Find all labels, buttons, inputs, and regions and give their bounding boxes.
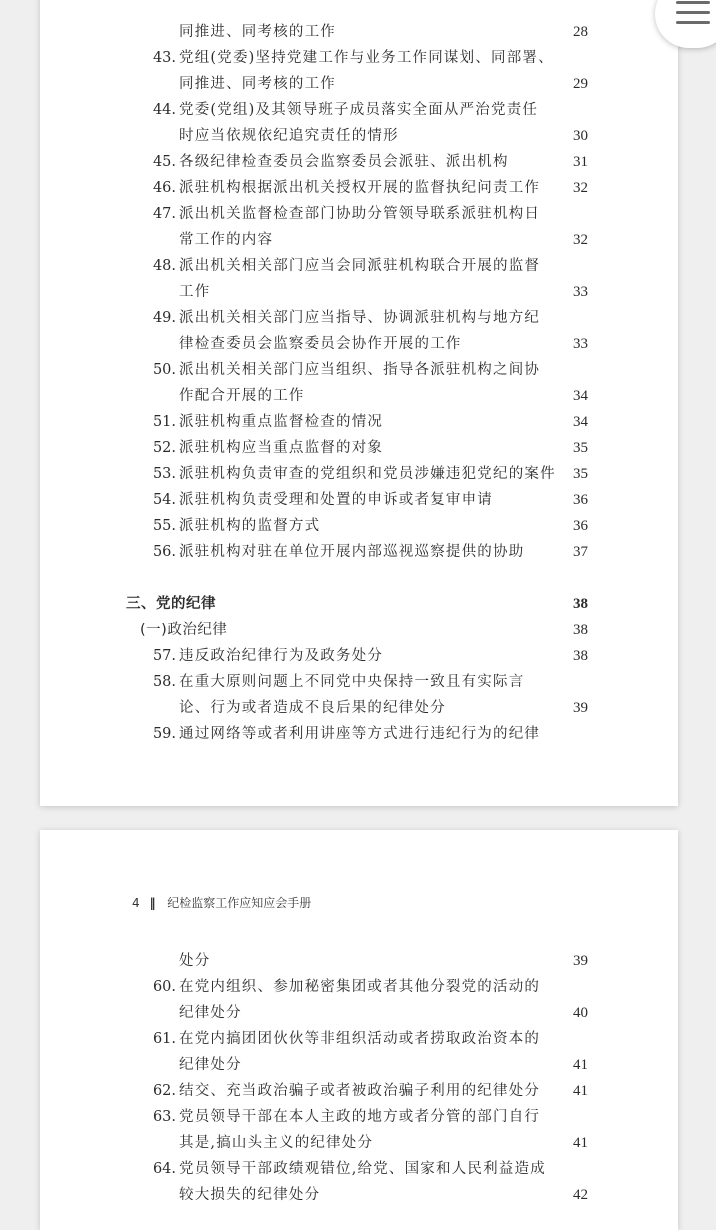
toc-page-number: 39 <box>573 700 588 716</box>
toc-page-number: 31 <box>573 154 588 170</box>
toc-line <box>40 279 678 305</box>
toc-entry-text: 派驻机构根据派出机关授权开展的监督执纪问责工作 <box>179 180 541 196</box>
running-head <box>132 894 311 911</box>
toc-line <box>40 331 678 357</box>
toc-entry-text: 各级纪律检查委员会监察委员会派驻、派出机构 <box>179 154 509 170</box>
toc-entry-text: 纪律处分 <box>179 1057 242 1073</box>
toc-entry-text: 常工作的内容 <box>179 232 274 248</box>
subsection-title: (一)政治纪律 <box>140 622 228 638</box>
toc-line <box>40 695 678 721</box>
toc-entry-number: 43. <box>152 50 176 66</box>
running-head-page-number: 4 <box>132 896 140 910</box>
toc-entry-text: 派出机关相关部门应当会同派驻机构联合开展的监督 <box>179 258 541 274</box>
toc-page-number: 30 <box>573 128 588 144</box>
toc-entry-number: 58. <box>152 674 176 690</box>
toc-entry-text: 较大损失的纪律处分 <box>179 1187 321 1203</box>
toc-line <box>40 974 678 1000</box>
toc-page-2 <box>40 830 678 1230</box>
toc-line <box>40 149 678 175</box>
toc-page-number: 42 <box>573 1187 588 1203</box>
toc-entry-text: 派驻机构负责受理和处置的申诉或者复审申请 <box>179 492 493 508</box>
toc-subsection-heading <box>40 617 678 643</box>
toc-entry-number: 49. <box>152 310 176 326</box>
toc-entry-text: 同推进、同考核的工作 <box>179 76 336 92</box>
toc-entry-text: 派出机关相关部门应当组织、指导各派驻机构之间协 <box>179 362 541 378</box>
toc-entry-number: 62. <box>152 1083 176 1099</box>
toc-page-number: 38 <box>573 648 588 664</box>
toc-entry-text: 纪律处分 <box>179 1005 242 1021</box>
toc-entry-text: 时应当依规依纪追究责任的情形 <box>179 128 399 144</box>
toc-page-number: 40 <box>573 1005 588 1021</box>
toc-entry-text: 作配合开展的工作 <box>179 388 305 404</box>
toc-entry-text: 在重大原则问题上不同党中央保持一致且有实际言 <box>179 674 525 690</box>
toc-entry-number: 57. <box>152 648 176 664</box>
toc-page-number: 36 <box>573 492 588 508</box>
toc-entry-number: 53. <box>152 466 176 482</box>
toc-entry-text: 律检查委员会监察委员会协作开展的工作 <box>179 336 462 352</box>
toc-entry-text: 派驻机构对驻在单位开展内部巡视巡察提供的协助 <box>179 544 525 560</box>
toc-entry-text: 论、行为或者造成不良后果的纪律处分 <box>179 700 446 716</box>
toc-entry-text: 处分 <box>179 953 211 969</box>
toc-entry-number: 46. <box>152 180 176 196</box>
toc-entry-number: 59. <box>152 726 176 742</box>
toc-entry-number: 47. <box>152 206 176 222</box>
toc-line <box>40 643 678 669</box>
toc-line <box>40 1156 678 1182</box>
toc-entry-text: 派驻机构的监督方式 <box>179 518 321 534</box>
toc-page-number: 37 <box>573 544 588 560</box>
toc-page-number: 32 <box>573 232 588 248</box>
toc-line <box>40 357 678 383</box>
toc-line <box>40 227 678 253</box>
toc-entry-text: 其是,搞山头主义的纪律处分 <box>179 1135 374 1151</box>
toc-line <box>40 253 678 279</box>
toc-page-number: 36 <box>573 518 588 534</box>
toc-line <box>40 1000 678 1026</box>
toc-line <box>40 539 678 565</box>
toc-entry-number: 60. <box>152 979 176 995</box>
toc-page-number: 38 <box>573 596 588 612</box>
toc-entry-number: 50. <box>152 362 176 378</box>
toc-page-number: 38 <box>573 622 588 638</box>
running-head-separator: ‖ <box>149 896 156 910</box>
toc-entry-number: 44. <box>152 102 176 118</box>
toc-entry-number: 51. <box>152 414 176 430</box>
toc-page-number: 35 <box>573 440 588 456</box>
toc-page-number: 34 <box>573 414 588 430</box>
toc-line <box>40 123 678 149</box>
toc-page-number: 33 <box>573 284 588 300</box>
toc-page-number: 33 <box>573 336 588 352</box>
toc-line <box>40 19 678 45</box>
toc-page-number: 34 <box>573 388 588 404</box>
toc-section-heading <box>40 591 678 617</box>
toc-entry-number: 55. <box>152 518 176 534</box>
toc-line <box>40 948 678 974</box>
toc-page-number: 29 <box>573 76 588 92</box>
toc-entry-text: 派出机关监督检查部门协助分管领导联系派驻机构日 <box>179 206 541 222</box>
toc-page-number: 41 <box>573 1135 588 1151</box>
toc-line <box>40 1182 678 1208</box>
toc-entry-text: 同推进、同考核的工作 <box>179 24 336 40</box>
toc-entry-number: 61. <box>152 1031 176 1047</box>
toc-entry-number: 45. <box>152 154 176 170</box>
toc-line <box>40 305 678 331</box>
toc-page-number: 41 <box>573 1057 588 1073</box>
toc-page-number: 35 <box>573 466 588 482</box>
toc-line <box>40 669 678 695</box>
toc-entry-number: 63. <box>152 1109 176 1125</box>
toc-entry-text: 违反政治纪律行为及政务处分 <box>179 648 384 664</box>
toc-entry-text: 派驻机构重点监督检查的情况 <box>179 414 384 430</box>
toc-entry-text: 工作 <box>179 284 211 300</box>
toc-entry-text: 通过网络等或者利用讲座等方式进行违纪行为的纪律 <box>179 726 541 742</box>
toc-line <box>40 409 678 435</box>
toc-entry-text: 在党内组织、参加秘密集团或者其他分裂党的活动的 <box>179 979 541 995</box>
toc-line <box>40 175 678 201</box>
toc-page-number: 32 <box>573 180 588 196</box>
toc-entry-number: 52. <box>152 440 176 456</box>
toc-entry-text: 党员领导干部政绩观错位,给党、国家和人民利益造成 <box>179 1161 546 1177</box>
toc-line <box>40 383 678 409</box>
toc-line <box>40 487 678 513</box>
toc-line <box>40 97 678 123</box>
toc-entry-number: 64. <box>152 1161 176 1177</box>
toc-line <box>40 45 678 71</box>
toc-entry-text: 党员领导干部在本人主政的地方或者分管的部门自行 <box>179 1109 541 1125</box>
toc-line <box>40 721 678 747</box>
running-head-book-title: 纪检监察工作应知应会手册 <box>167 896 312 910</box>
toc-page-number: 41 <box>573 1083 588 1099</box>
toc-line <box>40 201 678 227</box>
toc-entry-text: 结交、充当政治骗子或者被政治骗子利用的纪律处分 <box>179 1083 541 1099</box>
toc-line <box>40 1078 678 1104</box>
toc-entry-text: 派驻机构应当重点监督的对象 <box>179 440 384 456</box>
toc-entry-text: 党委(党组)及其领导班子成员落实全面从严治党责任 <box>179 102 539 118</box>
toc-entry-number: 56. <box>152 544 176 560</box>
toc-line <box>40 1130 678 1156</box>
toc-entry-text: 派驻机构负责审查的党组织和党员涉嫌违犯党纪的案件 <box>179 466 556 482</box>
toc-line <box>40 461 678 487</box>
toc-page-1 <box>40 0 678 806</box>
toc-entry-text: 派出机关相关部门应当指导、协调派驻机构与地方纪 <box>179 310 541 326</box>
section-title: 三、党的纪律 <box>126 596 216 612</box>
toc-line <box>40 1026 678 1052</box>
hamburger-menu-icon <box>676 1 710 25</box>
toc-page-number: 39 <box>573 953 588 969</box>
toc-line <box>40 1104 678 1130</box>
toc-page-number: 28 <box>573 24 588 40</box>
toc-entry-number: 54. <box>152 492 176 508</box>
toc-line <box>40 1052 678 1078</box>
toc-entry-number: 48. <box>152 258 176 274</box>
toc-line <box>40 435 678 461</box>
toc-entry-text: 党组(党委)坚持党建工作与业务工作同谋划、同部署、 <box>179 50 554 66</box>
toc-line <box>40 71 678 97</box>
toc-entry-text: 在党内搞团团伙伙等非组织活动或者捞取政治资本的 <box>179 1031 541 1047</box>
toc-line <box>40 513 678 539</box>
